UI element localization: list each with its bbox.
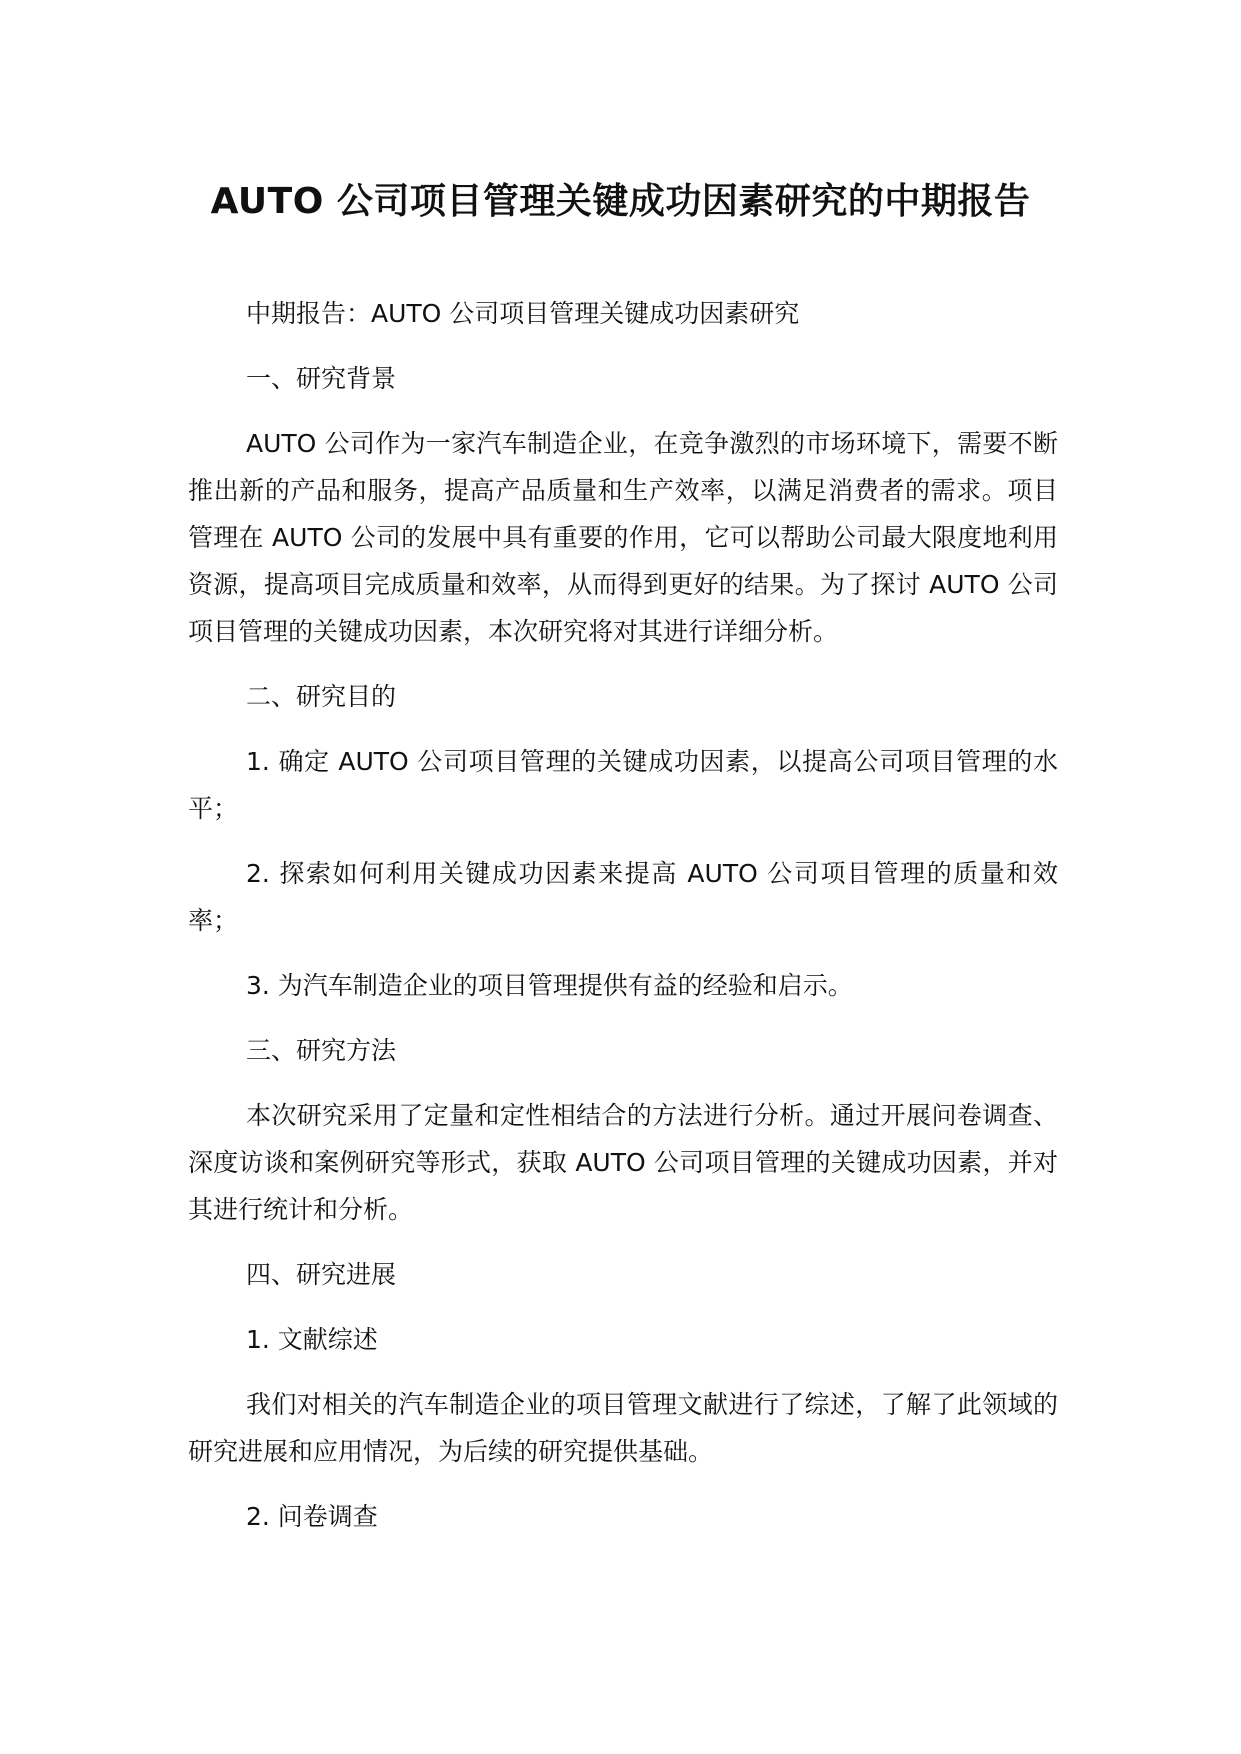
literature-review-paragraph: 我们对相关的汽车制造企业的项目管理文献进行了综述，了解了此领域的研究进展和应用情况，为后续的研究提供基础。 bbox=[188, 1390, 1058, 1466]
document-body bbox=[188, 290, 1058, 1558]
background-paragraph: AUTO 公司作为一家汽车制造企业，在竞争激烈的市场环境下，需要不断推出新的产品和服务，提高产品质量和生产效率，以满足消费者的需求。项目管理在 AUTO 公司的发展中具有重要的作用，它可以帮助公司最大限度地利用资源，提高项目完成质量和效率，从而得到更好的结果。为了探讨 AUTO 公司项目管理的关键成功因素，本次研究将对其进行详细分析。 bbox=[188, 429, 1058, 646]
section-heading-progress: 四、研究进展 bbox=[246, 1260, 397, 1289]
progress-item-1-heading: 1. 文献综述 bbox=[246, 1325, 378, 1354]
section-heading-background: 一、研究背景 bbox=[246, 364, 397, 393]
section-heading-purpose: 二、研究目的 bbox=[246, 682, 397, 711]
section-heading-method: 三、研究方法 bbox=[246, 1036, 397, 1065]
report-subtitle: 中期报告：AUTO 公司项目管理关键成功因素研究 bbox=[246, 299, 800, 328]
document-title: AUTO 公司项目管理关键成功因素研究的中期报告 bbox=[210, 181, 1031, 222]
purpose-item-1: 1. 确定 AUTO 公司项目管理的关键成功因素，以提高公司项目管理的水平； bbox=[188, 747, 1058, 823]
purpose-item-2: 2. 探索如何利用关键成功因素来提高 AUTO 公司项目管理的质量和效率； bbox=[188, 859, 1058, 935]
purpose-item-3: 3. 为汽车制造企业的项目管理提供有益的经验和启示。 bbox=[246, 971, 853, 1000]
method-paragraph: 本次研究采用了定量和定性相结合的方法进行分析。通过开展问卷调查、深度访谈和案例研究等形式，获取 AUTO 公司项目管理的关键成功因素，并对其进行统计和分析。 bbox=[188, 1101, 1058, 1224]
progress-item-2-heading: 2. 问卷调查 bbox=[246, 1502, 378, 1531]
